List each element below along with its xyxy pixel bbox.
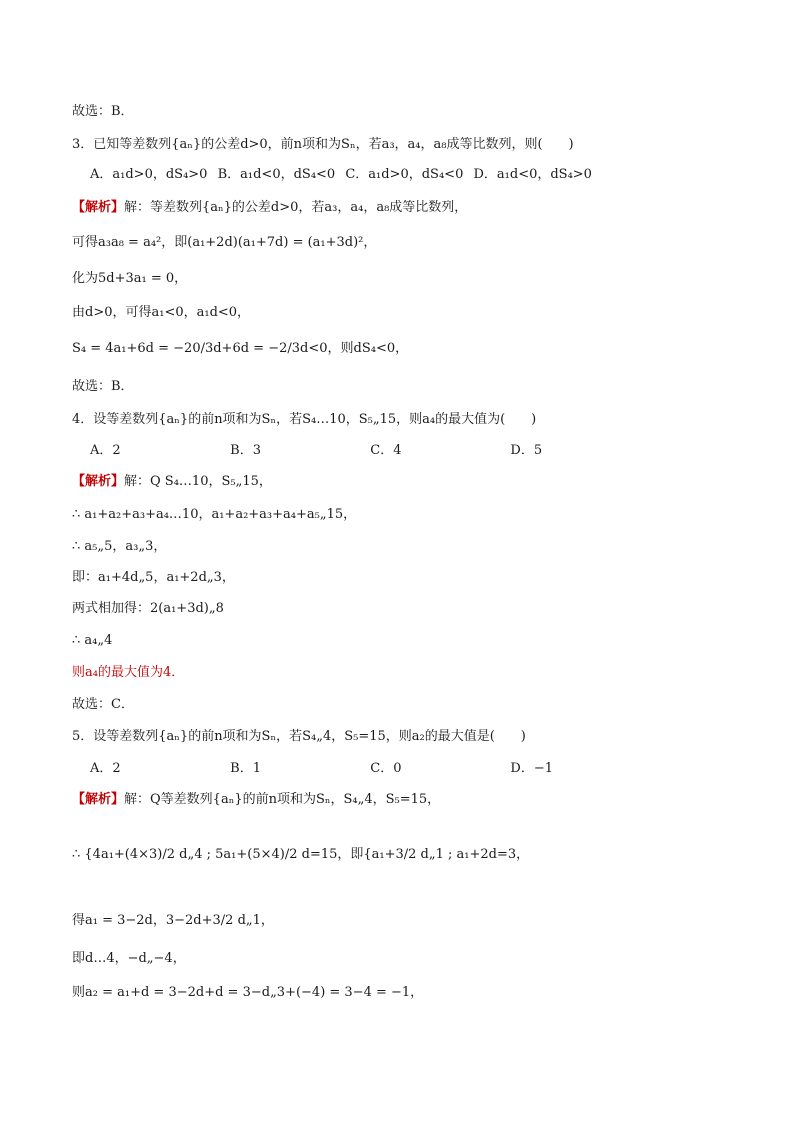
q4-step-1-text: ∴ a₁+a₂+a₃+a₄…10，a₁+a₂+a₃+a₄+a₅„15， (72, 507, 357, 522)
q5-step-2 (72, 950, 186, 968)
q5-step-3-text: 则a₂ = a₁+d = 3−2d+d = 3−d„3+(−4) = 3−4 = −1， (72, 985, 424, 1000)
q3-option-c[interactable]: C．a₁d>0，dS₄<0 (345, 167, 464, 182)
q5-option-d[interactable]: D．−1 (510, 761, 554, 776)
q3-step-1-text: 可得a₃a₈ = a₄²，即(a₁+2d)(a₁+7d) = (a₁+3d)²， (72, 235, 377, 250)
q4-conclusion-text: 则a₄的最大值为4． (72, 665, 185, 680)
q4-solution-intro (72, 473, 272, 491)
q5-solution-intro (72, 791, 440, 809)
analysis-tag: 【解析】 (72, 474, 125, 489)
q3-option-d[interactable]: D．a₁d<0，dS₄>0 (473, 167, 592, 182)
q5-system (72, 846, 529, 864)
q4-step-3-text: 即：a₁+4d„5，a₁+2d„3， (72, 570, 235, 585)
q4-step-5 (72, 632, 112, 650)
q3-step-4 (72, 340, 408, 358)
question-4-text: 4．设等差数列{aₙ}的前n项和为Sₙ，若S₄…10，S₅„15，则a₄的最大值为( ) (72, 412, 537, 427)
q5-step-1 (72, 912, 274, 930)
q5-solution-text: 解：Q等差数列{aₙ}的前n项和为Sₙ，S₄„4，S₅=15， (124, 792, 441, 807)
question-3-text: 3．已知等差数列{aₙ}的公差d>0，前n项和为Sₙ，若a₃，a₄，a₈成等比数列，则( ) (72, 137, 574, 152)
question-4 (72, 411, 536, 429)
question-4-options (90, 442, 646, 460)
q5-option-a[interactable]: A．2 (90, 761, 121, 776)
q4-step-2 (72, 538, 166, 556)
q3-step-2 (72, 270, 187, 288)
q3-step-3 (72, 304, 250, 322)
question-5 (72, 728, 526, 746)
q4-step-3 (72, 569, 235, 587)
q3-step-3-text: 由d>0，可得a₁<0，a₁d<0， (72, 305, 251, 320)
q3-step-4-text: S₄ = 4a₁+6d = −20/3d+6d = −2/3d<0，则dS₄<0， (72, 341, 409, 356)
q4-answer-text: 故选：C． (72, 697, 134, 712)
q4-answer (72, 696, 134, 714)
q4-solution-text: 解：Q S₄…10，S₅„15， (124, 474, 272, 489)
q5-step-2-text: 即d…4，−d„−4， (72, 951, 186, 966)
q3-solution-intro (72, 199, 467, 217)
q5-option-b[interactable]: B．1 (230, 761, 261, 776)
q4-option-c[interactable]: C．4 (370, 443, 402, 458)
analysis-tag: 【解析】 (72, 792, 125, 807)
q3-step-2-text: 化为5d+3a₁ = 0， (72, 271, 188, 286)
line-prev-answer (72, 103, 134, 121)
q3-answer-text: 故选：B． (72, 379, 134, 394)
q3-option-b[interactable]: B．a₁d<0，dS₄<0 (217, 167, 336, 182)
q5-step-1-text: 得a₁ = 3−2d，3−2d+3/2 d„1， (72, 913, 274, 928)
q5-step-3 (72, 984, 423, 1002)
q4-option-a[interactable]: A．2 (90, 443, 121, 458)
question-5-text: 5．设等差数列{aₙ}的前n项和为Sₙ，若S₄„4，S₅=15，则a₂的最大值是( ) (72, 729, 526, 744)
q4-step-2-text: ∴ a₅„5，a₃„3， (72, 539, 167, 554)
q4-step-1 (72, 506, 356, 524)
q3-solution-text: 解：等差数列{aₙ}的公差d>0，若a₃，a₄，a₈成等比数列， (124, 200, 468, 215)
question-3-options (90, 166, 598, 184)
q3-option-a[interactable]: A．a₁d>0，dS₄>0 (90, 167, 208, 182)
question-5-options (90, 760, 646, 778)
q4-option-b[interactable]: B．3 (230, 443, 261, 458)
q5-option-c[interactable]: C．0 (370, 761, 402, 776)
prev-answer-text: 故选：B． (72, 104, 134, 119)
q4-conclusion (72, 664, 184, 682)
analysis-tag: 【解析】 (72, 200, 125, 215)
q5-system-text: ∴ {4a₁+(4×3)/2 d„4 ; 5a₁+(5×4)/2 d=15，即{a₁+3/2 d„1 ; a₁+2d=3， (72, 847, 530, 862)
q4-step-5-text: ∴ a₄„4 (72, 633, 113, 648)
q3-answer (72, 378, 134, 396)
q3-step-1 (72, 234, 376, 252)
q4-option-d[interactable]: D．5 (510, 443, 543, 458)
q4-step-4-text: 两式相加得：2(a₁+3d)„8 (72, 601, 224, 616)
question-3 (72, 136, 574, 154)
q4-step-4 (72, 600, 224, 618)
